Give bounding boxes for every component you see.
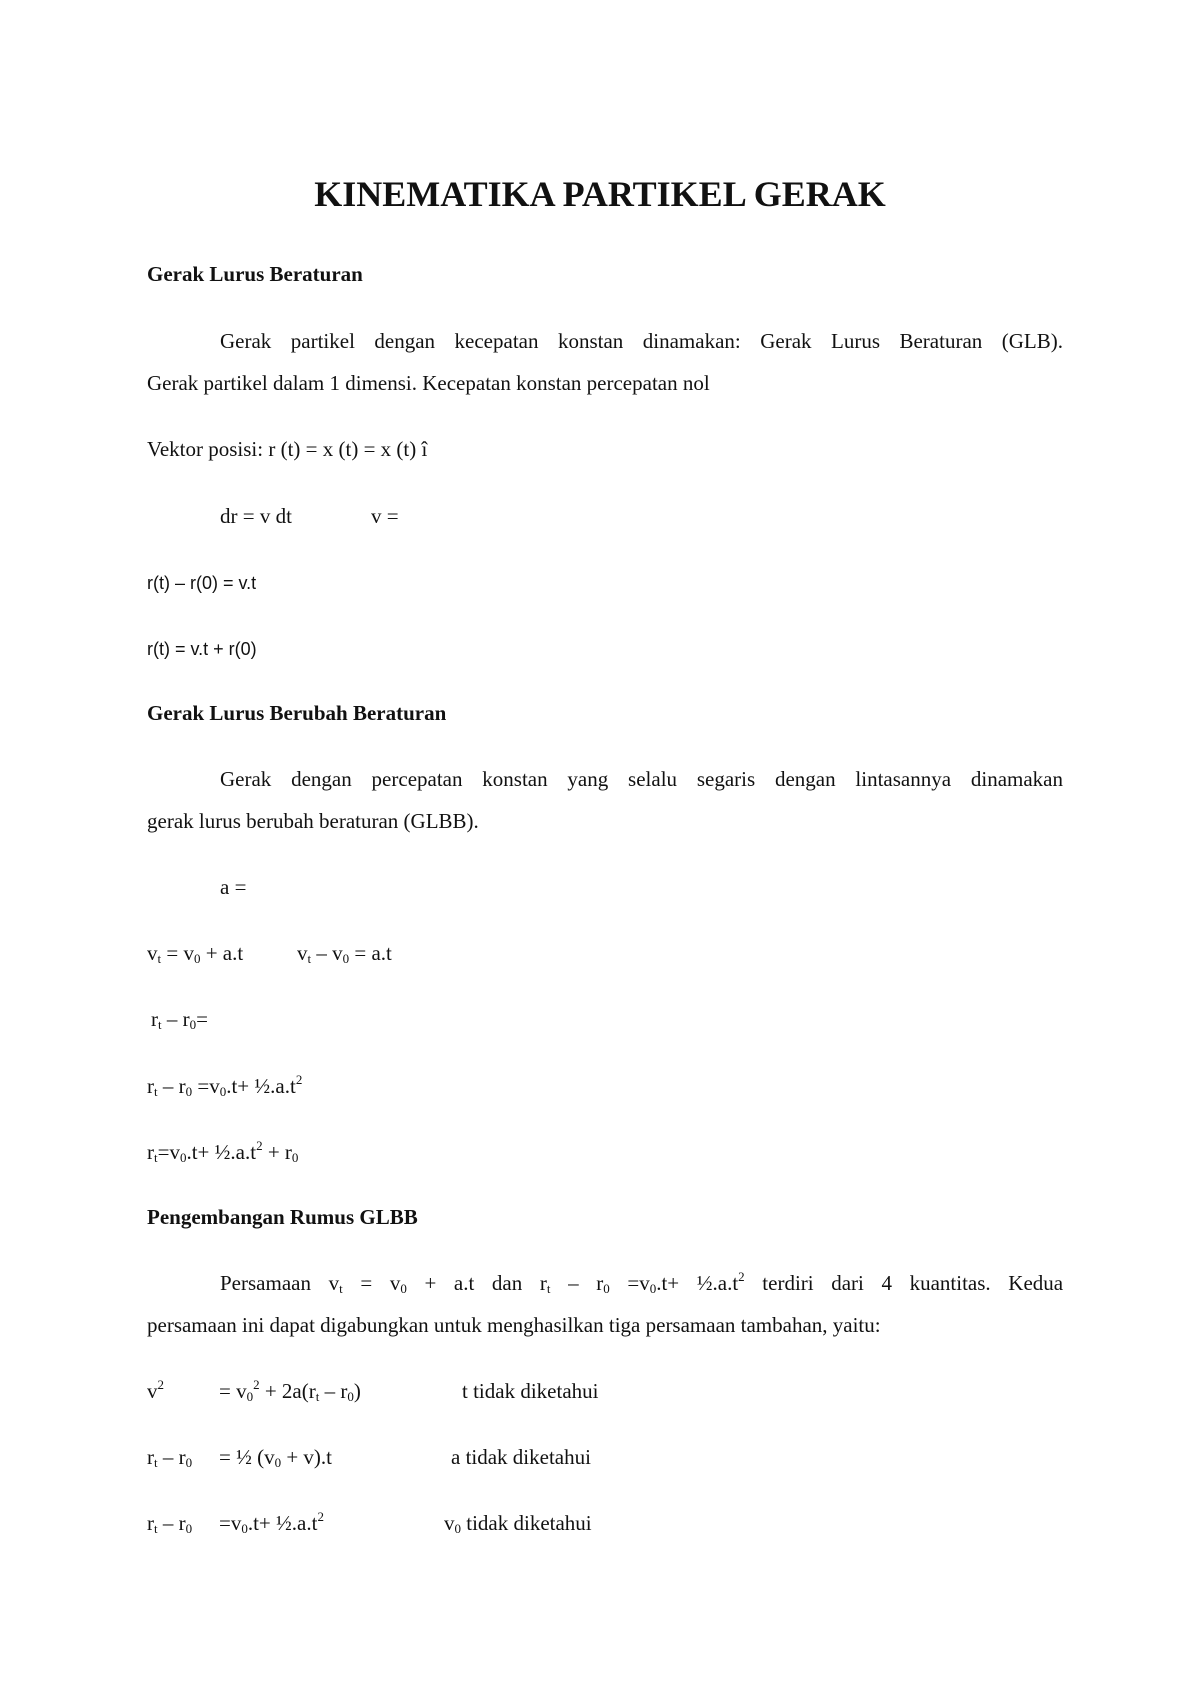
paragraph-glb-line2: Gerak partikel dalam 1 dimensi. Kecepatan konstan percepatan nol: [147, 371, 710, 395]
section-heading-glb: Gerak Lurus Beraturan: [147, 262, 363, 286]
equation-rt-displacement: $r_t - r_0 =v_0.t+$ $\frac{1}{2}.a.t^2$: [147, 1072, 303, 1099]
paragraph-glb-line1: Gerak partikel dengan kecepatan konstan dinamakan: Gerak Lurus Beraturan (GLB).: [220, 329, 1063, 353]
formula-rt-half-lhs: $r_t - r_0$: [147, 1445, 193, 1470]
equation-glb-1: r(t) – r(0) = v.t: [147, 573, 257, 593]
position-vector-text: Vektor posisi: r (t) = x (t) = x (t) î: [147, 437, 428, 461]
equation-vt: $v_t = v_0 + a.t$: [147, 941, 244, 966]
equation-v: v =: [371, 504, 399, 528]
formula-rt-v0-rhs: $=v_0.t+$ $\frac{1}{2}.a.t^2$: [219, 1509, 324, 1536]
page-title: KINEMATIKA PARTIKEL GERAK: [314, 174, 886, 214]
formula-rt-half-rhs: = ½ $(v_0 + v).t$: [219, 1445, 333, 1470]
equation-rt-position: $r_t=v_0.t+$ $\frac{1}{2}.a.t^2 + r_0$: [147, 1138, 299, 1165]
paragraph-glbb-line1: Gerak dengan percepatan konstan yang selalu segaris dengan lintasannya dinamakan: [220, 767, 1063, 791]
formula-v-squared-note: t tidak diketahui: [462, 1379, 599, 1403]
formula-v-squared-rhs: = $v_0^2 + 2a(r_t - r_0)$: [219, 1377, 361, 1404]
formula-rt-half-note: a tidak diketahui: [451, 1445, 591, 1469]
formula-rt-v0-lhs: $r_t - r_0$: [147, 1511, 193, 1536]
equation-vt-minus-v0: $v_t - v_0 = a.t$: [297, 941, 392, 966]
paragraph-glbb-line2: gerak lurus berubah beraturan (GLBB).: [147, 809, 479, 833]
equation-glb-2: r(t) = v.t + r(0): [147, 639, 257, 659]
equation-rt-minus-r0: $r_t - r_0=$: [151, 1007, 208, 1032]
paragraph-rumus-line1: Persamaan $v_t = v_0 + a.t$ dan $r_t - r_0 =v_0.t+$ $\frac{1}{2}.a.t^2$ terdiri dari 4 kuantitas. Kedua: [220, 1269, 1064, 1296]
section-heading-rumus-glbb: Pengembangan Rumus GLBB: [147, 1205, 418, 1229]
equation-dr: dr = v dt: [220, 504, 292, 528]
paragraph-rumus-line2: persamaan ini dapat digabungkan untuk menghasilkan tiga persamaan tambahan, yaitu:: [147, 1313, 881, 1337]
formula-rt-v0-note: $v_0$ tidak diketahui: [444, 1511, 592, 1536]
formula-v-squared-lhs: $v^2$: [147, 1377, 164, 1403]
section-heading-glbb: Gerak Lurus Berubah Beraturan: [147, 701, 447, 725]
equation-a: a =: [220, 875, 247, 899]
